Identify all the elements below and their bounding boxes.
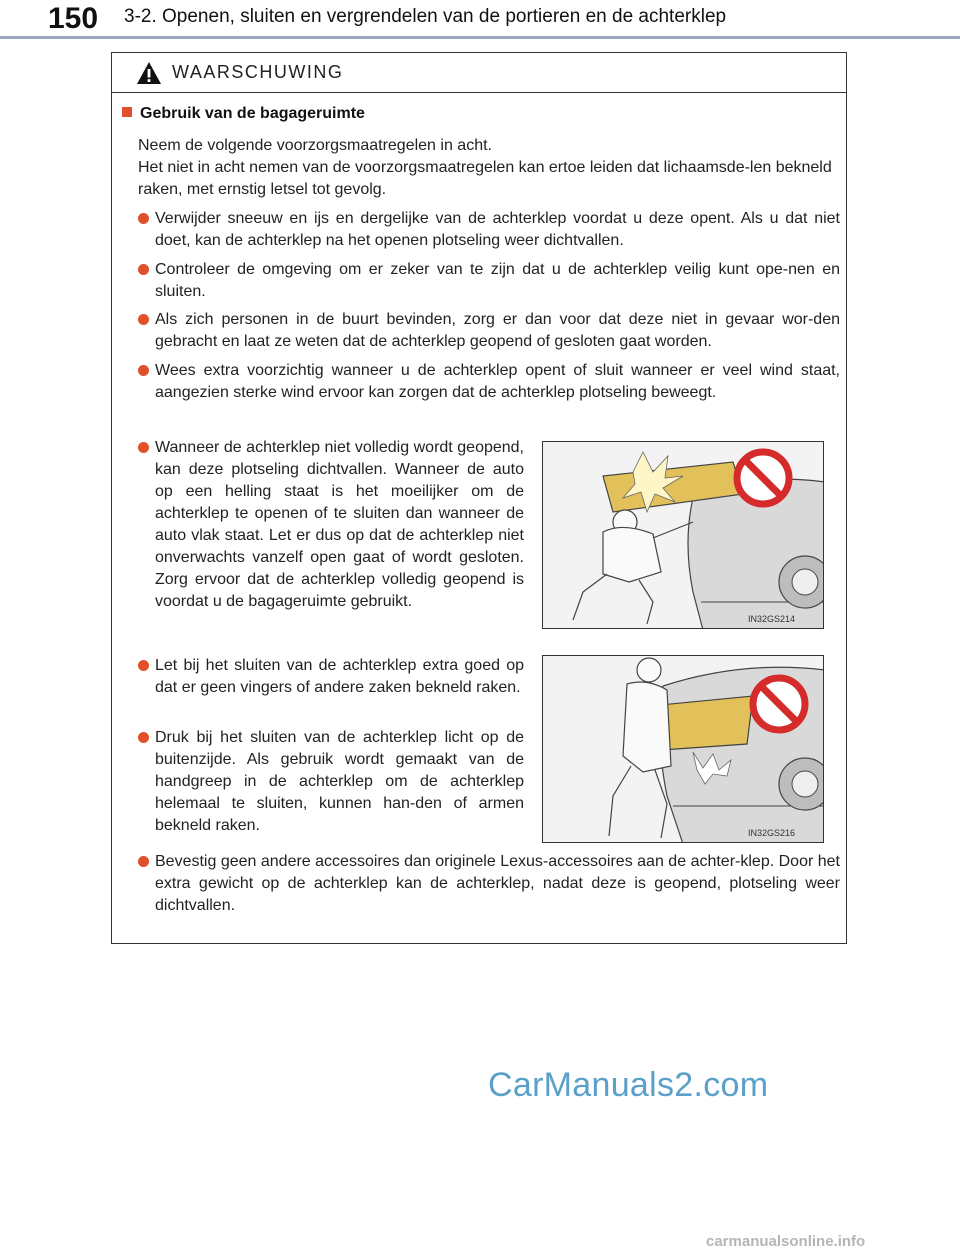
bullet-text: Bevestig geen andere accessoires dan originele Lexus-accessoires aan de achter-klep. Door het extra gewicht op de achterklep kan de achterklep, nadat deze is geopend, plotseling weer dichtvallen. (155, 853, 840, 914)
illustration-tailgate-falling (542, 441, 824, 629)
warning-header (112, 53, 846, 93)
illustration-code-2: IN32GS216 (747, 828, 795, 838)
bullet-item (138, 309, 840, 353)
intro-line-1: Neem de volgende voorzorgsmaatregelen in acht. (138, 137, 492, 154)
bullet-dot-icon (138, 314, 149, 325)
bullet-text: Controleer de omgeving om er zeker van te zijn dat u de achterklep veilig kunt ope-nen en sluiten. (155, 261, 840, 300)
bullet-item (138, 259, 840, 303)
illustration-drawing-1 (543, 442, 824, 629)
bullet-text: Wees extra voorzichtig wanneer u de achterklep opent of sluit wanneer er veel wind staat, aangezien sterke wind ervoor kan zorgen dat de achterklep plotseling beweegt. (155, 362, 840, 401)
intro-line-2: Het niet in acht nemen van de voorzorgsmaatregelen kan ertoe leiden dat lichaamsde-len bekneld raken, met ernstig letsel tot gevolg. (138, 159, 832, 198)
watermark: CarManuals2.com (488, 1066, 769, 1104)
bullet-text: Let bij het sluiten van de achterklep extra goed op dat er geen vingers of andere zaken bekneld raken. (155, 657, 524, 696)
section-heading-text: Gebruik van de bagageruimte (140, 105, 365, 122)
warning-title: WAARSCHUWING (172, 62, 344, 82)
bullet-dot-icon (138, 365, 149, 376)
page-number: 150 (48, 2, 99, 35)
illustration-drawing-2 (543, 656, 824, 843)
bullet-text: Druk bij het sluiten van de achterklep licht op de buitenzijde. Als gebruik wordt gemaakt van de handgreep in de achterklep om de achterklep helemaal te sluiten, kunnen han-den of armen bekneld raken. (155, 729, 524, 834)
header-rule (0, 36, 960, 39)
page-header (0, 0, 960, 40)
bullet-dot-icon (138, 442, 149, 453)
bullet-item (138, 727, 524, 837)
bullet-text: Wanneer de achterklep niet volledig wordt geopend, kan deze plotseling dichtvallen. Wanneer de auto op een helling staat is het moeilijker om de achterklep te openen of te sluiten dan wanneer de auto vlak staat. Let er dus op dat de achterklep niet onverwachts vanzelf open gaat of wordt gesloten. Zorg ervoor dat de achterklep volledig geopend is voordat u de bagageruimte gebruikt. (155, 439, 524, 610)
bullet-text: Verwijder sneeuw en ijs en dergelijke van de achterklep voordat u deze opent. Als u dat niet doet, kan de achterklep na het openen plotseling weer dichtvallen. (155, 210, 840, 249)
bullet-dot-icon (138, 856, 149, 867)
bullet-item (138, 655, 524, 699)
bullet-dot-icon (138, 213, 149, 224)
bullet-item (138, 208, 840, 252)
warning-box (111, 52, 847, 944)
footer-site-watermark: carmanualsonline.info (706, 1233, 866, 1250)
chapter-title: 3-2. Openen, sluiten en vergrendelen van de portieren en de achterklep (124, 6, 727, 27)
bullet-dot-icon (138, 660, 149, 671)
bullet-item (138, 360, 840, 404)
bullet-dot-icon (138, 264, 149, 275)
bullet-item (138, 851, 840, 917)
warning-triangle-icon (136, 61, 162, 85)
bullet-text: Als zich personen in de buurt bevinden, zorg er dan voor dat deze niet in gevaar wor-den gebracht en laat ze weten dat de achterklep geopend of gesloten gaat worden. (155, 311, 840, 350)
illustration-code-1: IN32GS214 (747, 614, 795, 624)
illustration-closing-tailgate (542, 655, 824, 843)
bullet-item (138, 437, 524, 613)
square-bullet-icon (122, 107, 132, 117)
bullet-dot-icon (138, 732, 149, 743)
section-heading (122, 105, 365, 123)
